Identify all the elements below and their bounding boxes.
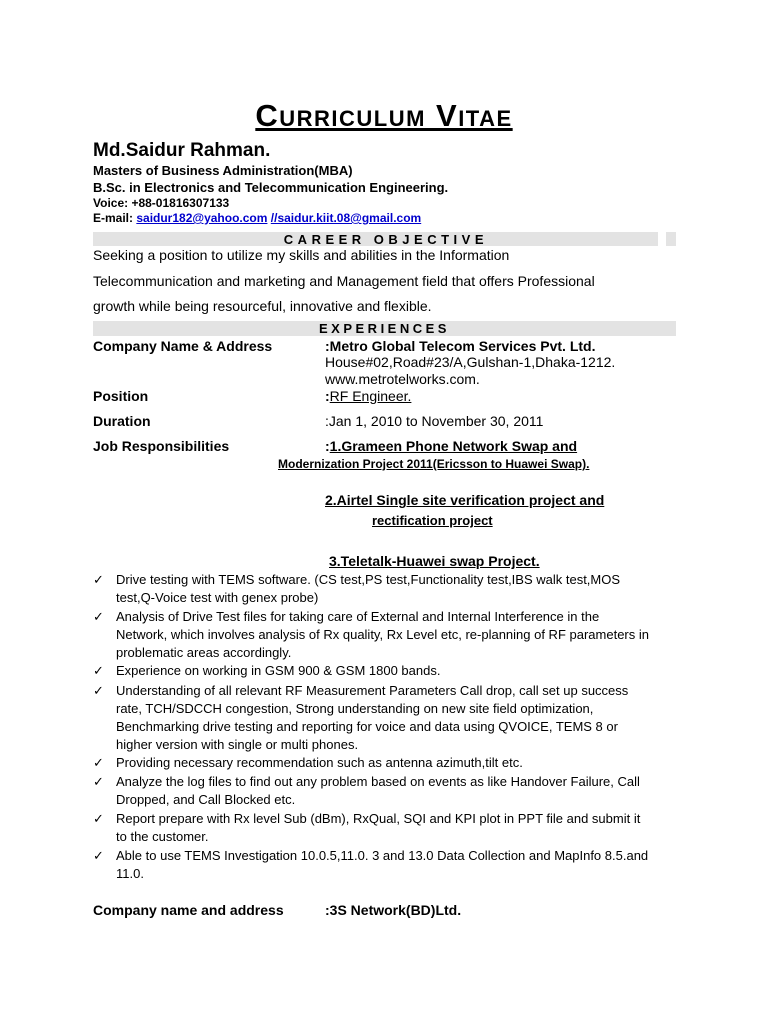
responsibilities-label: Job Responsibilities (93, 438, 230, 454)
email-line (93, 211, 421, 225)
list-item (93, 754, 653, 772)
list-item-text: Experience on working in GSM 900 & GSM 1800 bands. (116, 663, 441, 678)
duration-label: Duration (93, 413, 151, 429)
list-item-text: Providing necessary recommendation such as antenna azimuth,tilt etc. (116, 755, 523, 770)
voice-number: Voice: +88-01816307133 (93, 196, 230, 210)
project-3: 3.Teletalk-Huawei swap Project. (329, 553, 540, 569)
duration-value: :Jan 1, 2010 to November 30, 2011 (325, 413, 544, 429)
check-icon: ✓ (93, 663, 104, 678)
company2-name: :3S Network(BD)Ltd. (325, 902, 462, 918)
list-item (93, 810, 653, 846)
company-label: Company Name & Address (93, 338, 273, 354)
candidate-name: Md.Saidur Rahman. (93, 140, 271, 161)
project-1-title: 1.Grameen Phone Network Swap and (329, 438, 578, 454)
position-value (325, 388, 411, 404)
career-line-1: Seeking a position to utilize my skills and abilities in the Information (93, 247, 510, 263)
project-1-line-2: Modernization Project 2011(Ericsson to Huawei Swap). (278, 457, 590, 471)
position-colon: : (325, 388, 330, 404)
career-heading: CAREER OBJECTIVE (283, 232, 488, 247)
degree-bsc: B.Sc. in Electronics and Telecommunication Engineering. (93, 180, 449, 195)
list-item-text: Able to use TEMS Investigation 10.0.5,11.0. 3 and 13.0 Data Collection and MapInfo 8.5.and 11.0. (116, 848, 649, 881)
list-item-text: Analysis of Drive Test files for taking care of External and Internal Interference in the Network, which involves analysis of Rx quality, Rx Level etc, re-planning of RF parameters in problematic areas accordingly. (116, 609, 649, 660)
career-band-marker (666, 232, 676, 246)
list-item-text: Drive testing with TEMS software. (CS test,PS test,Functionality test,IBS walk test,MOS test,Q-Voice test with genex probe) (116, 572, 621, 605)
company-website: www.metrotelworks.com. (325, 371, 480, 387)
position-text: RF Engineer. (329, 388, 412, 404)
project-2-line-2: rectification project (372, 513, 493, 528)
email-link-yahoo[interactable]: saidur182@yahoo.com (136, 211, 268, 225)
list-item (93, 571, 653, 607)
check-icon: ✓ (93, 572, 104, 587)
check-icon: ✓ (93, 609, 104, 624)
document-title: Curriculum Vitae (255, 98, 513, 133)
list-item-text: Report prepare with Rx level Sub (dBm), RxQual, SQI and KPI plot in PPT file and submit it to the customer. (116, 811, 641, 844)
position-label: Position (93, 388, 149, 404)
check-icon: ✓ (93, 774, 104, 789)
check-icon: ✓ (93, 683, 104, 698)
check-icon: ✓ (93, 811, 104, 826)
list-item-text: Analyze the log files to find out any problem based on events as like Handover Failure, Call Dropped, and Call Blocked etc. (116, 774, 640, 807)
email-label: E-mail: (93, 211, 137, 225)
list-item (93, 773, 653, 809)
project-2-line-1: 2.Airtel Single site verification project and (325, 492, 605, 508)
list-item (93, 847, 653, 883)
career-line-2: Telecommunication and marketing and Management field that offers Professional (93, 273, 595, 289)
check-icon: ✓ (93, 755, 104, 770)
career-line-3: growth while being resourceful, innovative and flexible. (93, 298, 432, 314)
company-name: :Metro Global Telecom Services Pvt. Ltd. (325, 338, 596, 354)
email-link-gmail[interactable]: //saidur.kiit.08@gmail.com (270, 211, 422, 225)
company-address: House#02,Road#23/A,Gulshan-1,Dhaka-1212. (325, 354, 616, 370)
list-item (93, 608, 653, 662)
check-icon: ✓ (93, 848, 104, 863)
project-1-line-1 (325, 438, 577, 454)
degree-mba: Masters of Business Administration(MBA) (93, 163, 353, 178)
resp-colon: : (325, 438, 330, 454)
experiences-heading: EXPERIENCES (319, 321, 450, 336)
list-item (93, 682, 653, 754)
list-item-text: Understanding of all relevant RF Measurement Parameters Call drop, call set up success rate, TCH/SDCCH congestion, Strong understanding on new site field optimization, Benchmarking drive testing and reporting for voice and data using QVOICE, TEMS 8 or higher version with single or multi phones. (116, 683, 629, 752)
company2-label: Company name and address (93, 902, 284, 918)
list-item (93, 662, 653, 680)
